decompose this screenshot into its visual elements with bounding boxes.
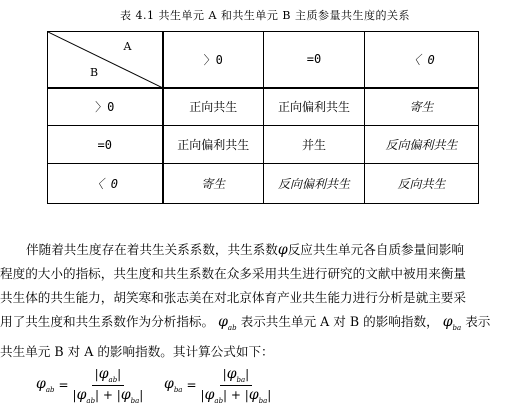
table-cell: 正向共生 (163, 88, 264, 126)
paragraph-line: 共生单元 B 对 A 的影响指数。其计算公式如下： (0, 343, 274, 359)
table-cell: 寄生 (163, 164, 264, 204)
table-cell: 反向偏利共生 (365, 126, 479, 164)
body-paragraph (0, 238, 530, 364)
row-header: =0 (48, 126, 163, 164)
phi-ba-symbol: $\varphi_{ba}$ (442, 314, 462, 332)
table-cell: 正向偏利共生 (163, 126, 264, 164)
column-header: 〈 0 (365, 32, 479, 88)
table-cell: 寄生 (365, 88, 479, 126)
diagonal-line (48, 32, 163, 88)
paragraph-line: 伴随着共生度存在着共生关系系数，共生系数φ反应共生单元各自质参量间影响 (26, 242, 464, 258)
paragraph-line: 程度的大小的指标，共生度和共生系数在众多采用共生进行研究的文献中被用来衡量 (0, 266, 466, 281)
phi-symbol: φ (277, 242, 288, 258)
formula-phi-ab: $\varphi_{ab}$ = $\frac{|\varphi_{ab}|}{|\varphi_{ab}| + |\varphi_{ba}|}$ (36, 366, 144, 405)
paragraph-line: 用了共生度和共生系数作为分析指标。 $\varphi_{ab}$ 表示共生单元 A 对 B 的影响指数， $\varphi_{ba}$ 表示 (0, 314, 491, 332)
corner-label-b: B (90, 65, 99, 79)
formula-phi-ba: $\varphi_{ba}$ = $\frac{|\varphi_{ba}|}{|\varphi_{ab}| + |\varphi_{ba}|}$ (164, 366, 272, 405)
paragraph-line: 共生体的共生能力，胡笑寒和张志美在对北京体育产业共生能力进行分析是就主要采 (0, 290, 466, 305)
table-cell: 并生 (264, 126, 365, 164)
table-cell: 正向偏利共生 (264, 88, 365, 126)
corner-label-a: A (123, 40, 132, 53)
symbiosis-relation-table (47, 31, 479, 204)
row-header: 〉0 (48, 88, 163, 126)
table-cell: 反向偏利共生 (264, 164, 365, 204)
table-cell: 反向共生 (365, 164, 479, 204)
table-caption: 表 4.1 共生单元 A 和共生单元 B 主质参量共生度的关系 (120, 9, 410, 22)
column-header: 〉0 (163, 32, 264, 88)
row-header: 〈 0 (48, 164, 163, 204)
table-corner-cell (48, 32, 163, 88)
phi-ab-symbol: $\varphi_{ab}$ (218, 314, 237, 332)
column-header: =0 (264, 32, 365, 88)
